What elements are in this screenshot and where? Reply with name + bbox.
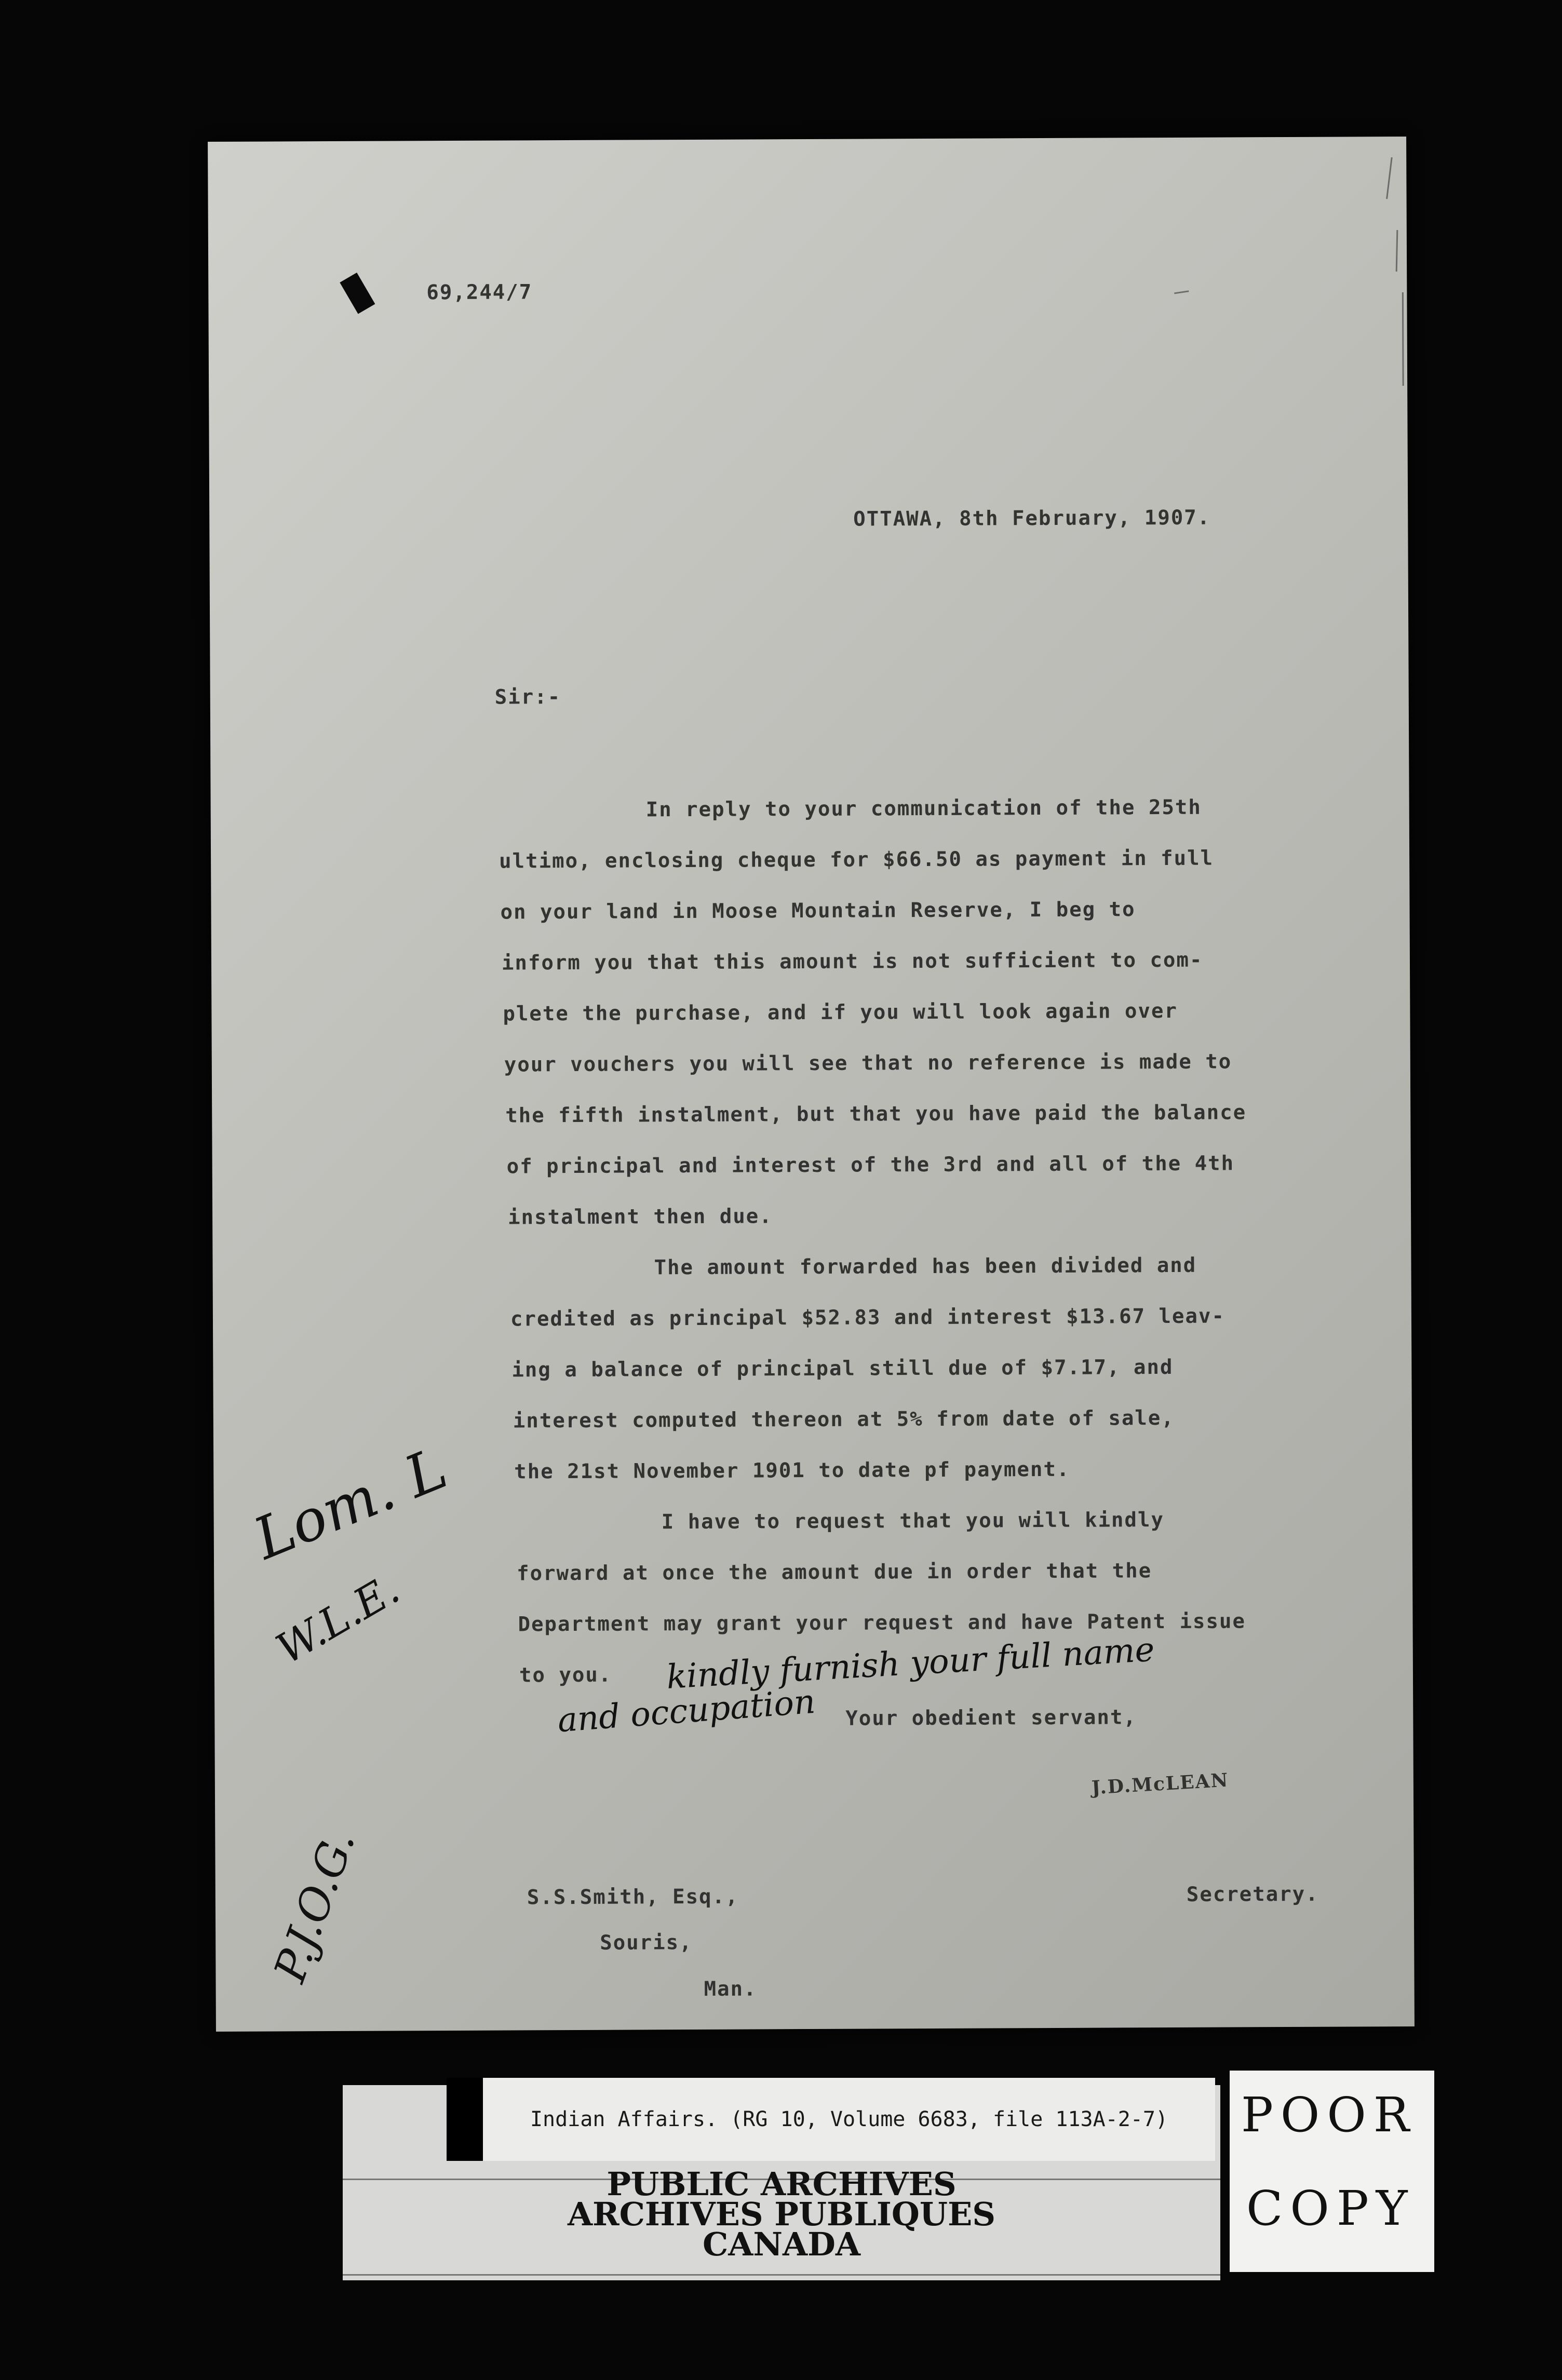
paragraph-2-line-3: ing a balance of principal still due of $7.17, and: [511, 1355, 1174, 1382]
paragraph-1-line-4: inform you that this amount is not sufficient to com-: [501, 948, 1203, 975]
archive-line-2: ARCHIVES PUBLIQUES: [567, 2195, 996, 2233]
paragraph-1-line-5: plete the purchase, and if you will look again over: [503, 999, 1178, 1026]
archive-line-1: PUBLIC ARCHIVES: [607, 2165, 957, 2203]
file-tab-mark: [340, 273, 375, 314]
margin-note-2: W.L.E.: [268, 1564, 408, 1674]
paragraph-1-line-3: on your land in Moose Mountain Reserve, I beg to: [500, 898, 1136, 924]
addressee-province: Man.: [704, 1977, 757, 2001]
archive-reference: Indian Affairs. (RG 10, Volume 6683, file 113A-2-7): [483, 2078, 1215, 2161]
paragraph-1-line-6: your vouchers you will see that no reference is made to: [504, 1050, 1232, 1077]
margin-note-3: P.J.O.G.: [264, 1823, 365, 1989]
paragraph-2-line-1: The amount forwarded has been divided and: [654, 1253, 1197, 1280]
poor-copy-word-1: POOR: [1241, 2087, 1417, 2143]
paragraph-1-line-9: instalment then due.: [508, 1205, 773, 1229]
margin-note-1: Lom. L: [245, 1435, 456, 1573]
paragraph-1-line-2: ultimo, enclosing cheque for $66.50 as payment in full: [499, 846, 1214, 873]
archive-line-3: CANADA: [702, 2225, 861, 2263]
paragraph-1-line-7: the fifth instalment, but that you have paid the balance: [505, 1101, 1247, 1128]
salutation: Sir:-: [494, 685, 561, 709]
stamp-rule-bottom: [343, 2274, 1220, 2276]
paragraph-2-line-5: the 21st November 1901 to date pf payment.: [514, 1457, 1070, 1484]
paragraph-3-line-4: to you.: [519, 1663, 612, 1687]
poor-copy-word-2: COPY: [1246, 2181, 1415, 2236]
addressee-name: S.S.Smith, Esq.,: [527, 1885, 739, 1910]
place-date: OTTAWA, 8th February, 1907.: [853, 506, 1211, 531]
paragraph-1-line-8: of principal and interest of the 3rd and all of the 4th: [506, 1152, 1235, 1179]
letter-page: [208, 137, 1415, 2032]
paragraph-3-line-1: I have to request that you will kindly: [661, 1508, 1165, 1534]
paragraph-3-line-2: forward at once the amount due in order that the: [517, 1559, 1152, 1586]
stamp-black-bar: [447, 2078, 483, 2161]
addressee-town: Souris,: [600, 1931, 693, 1955]
paragraph-2-line-2: credited as principal $52.83 and interest $13.67 leav-: [510, 1304, 1225, 1331]
handwritten-addition-line-1: kindly furnish your full name: [665, 1630, 1156, 1697]
handwritten-addition-line-2: and occupation: [556, 1682, 817, 1740]
signatory-title: Secretary.: [1186, 1882, 1319, 1906]
closing: Your obedient servant,: [845, 1706, 1137, 1730]
file-reference: 69,244/7: [426, 280, 533, 305]
paragraph-2-line-4: interest computed thereon at 5% from date of sale,: [513, 1406, 1175, 1433]
scratch-marks: [987, 137, 1456, 450]
paragraph-3-line-3: Department may grant your request and have Patent issue: [518, 1610, 1246, 1637]
paragraph-1-line-1: In reply to your communication of the 25th: [645, 795, 1202, 822]
signature-stamp: J.D.McLEAN: [1090, 1769, 1230, 1799]
